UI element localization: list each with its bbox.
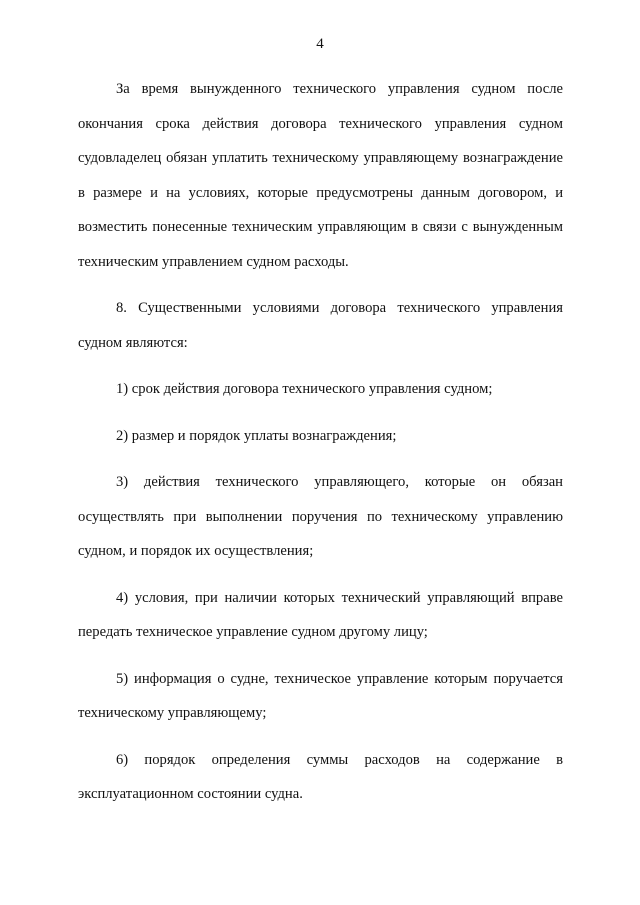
list-item-transfer-conditions: 4) условия, при наличии которых технический управляющий вправе передать техническое управление судном другому лицу; [78, 589, 563, 640]
list-item-expense-determination: 6) порядок определения суммы расходов на содержание в эксплуатационном состоянии судна. [78, 751, 563, 802]
page-number: 4 [316, 36, 324, 52]
paragraph-essential-conditions-heading: 8. Существенными условиями договора технического управления судном являются: [78, 300, 563, 351]
list-item-contract-term: 1) срок действия договора технического управления судном; [116, 381, 493, 397]
document-body [78, 72, 563, 824]
paragraph-forced-management-remuneration: За время вынужденного технического управления судном после окончания срока действия договора технического управления судном судовладелец обязан уплатить техническому управляющему вознаграждение в размере и на условиях, которые предусмотрены данным договором, и возместить понесенные техническим управляющим в связи с вынужденным техническим управлением судном расходы. [78, 81, 563, 270]
list-item-remuneration: 2) размер и порядок уплаты вознаграждения; [116, 427, 397, 444]
list-item-manager-actions: 3) действия технического управляющего, которые он обязан осуществлять при выполнении поручения по техническому управлению судном, и порядок их осуществления; [78, 474, 563, 559]
list-item-vessel-information: 5) информация о судне, техническое управление которым поручается техническому управляющему; [78, 670, 563, 721]
